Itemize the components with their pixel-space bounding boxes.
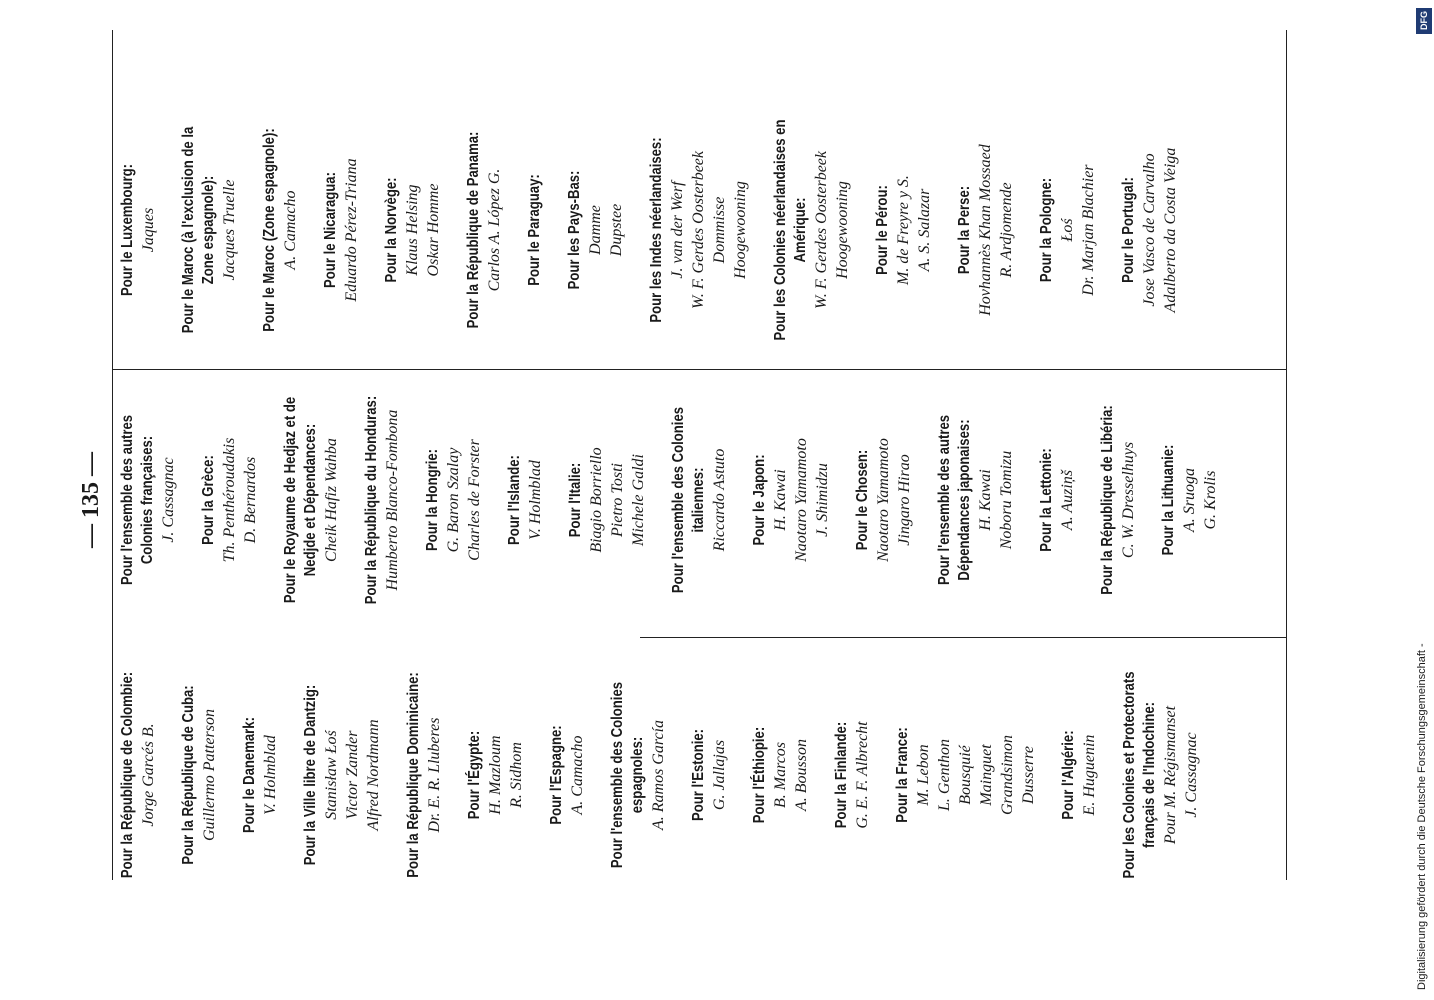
signatory-name: D. Bernardos bbox=[242, 456, 259, 544]
signature-block bbox=[1119, 95, 1181, 365]
country-heading: Pour la Grèce: bbox=[200, 455, 217, 545]
signatory-name: W. F. Gerdes Oosterbeek bbox=[690, 150, 707, 310]
signature-block bbox=[566, 365, 649, 635]
signatory-name: H. Kawai bbox=[772, 469, 789, 531]
signature-block bbox=[853, 365, 915, 635]
country-heading: Pour l'Éthiopie: bbox=[751, 726, 768, 824]
dfg-logo: DFG bbox=[1416, 8, 1432, 34]
signatory-name: R. Sidhom bbox=[508, 742, 525, 808]
signatory-name: J. Cassagnac bbox=[1183, 732, 1200, 818]
country-heading: Pour la Perse: bbox=[956, 185, 973, 275]
country-heading: Pour le Chosen: bbox=[854, 449, 871, 551]
signatory-name: A. Camacho bbox=[569, 735, 586, 815]
signatory-name: Dusserre bbox=[1020, 745, 1037, 805]
signatory-name: Grandsimon bbox=[999, 735, 1016, 816]
signature-block bbox=[525, 95, 545, 365]
country-heading: Pour la Finlande: bbox=[833, 721, 850, 829]
signatory-name: Dr. Marjan Blachier bbox=[1080, 164, 1097, 296]
signatory-name: Hoogewooning bbox=[732, 181, 749, 279]
country-heading: Pour le Danemark: bbox=[241, 717, 258, 833]
signature-block bbox=[893, 640, 1039, 910]
country-heading: Pour la Lettonie: bbox=[1038, 448, 1055, 552]
country-heading: Pour les Colonies et Protectorats français de l'Indochine: bbox=[1121, 671, 1158, 879]
country-heading: Pour le Portugal: bbox=[1120, 177, 1137, 283]
country-heading: Pour l'Estonie: bbox=[690, 728, 707, 822]
signature-block bbox=[1159, 365, 1221, 635]
column-left bbox=[118, 640, 1222, 910]
signatory-name: Dommisse bbox=[711, 196, 728, 264]
signatory-name: E. Huguenin bbox=[1081, 734, 1098, 816]
top-rule bbox=[112, 30, 113, 880]
signatory-name: J. van der Werf bbox=[669, 181, 686, 279]
country-heading: Pour les Colonies néerlandaises en Amérique: bbox=[772, 119, 809, 341]
signature-block bbox=[465, 640, 527, 910]
digitization-credit: Digitalisierung gefördert durch die Deutsche Forschungsgemeinschaft - bbox=[1416, 643, 1428, 990]
signatory-name: Th. Penthéroudakis bbox=[221, 437, 238, 563]
signatory-name: Mainguet bbox=[978, 744, 995, 806]
signature-block bbox=[404, 640, 445, 910]
signatory-name: G. Jallajas bbox=[711, 739, 728, 811]
country-heading: Pour la République de Panama: bbox=[465, 131, 482, 329]
country-heading: Pour la République Dominicaine: bbox=[405, 672, 422, 878]
signatory-name: Oskar Homme bbox=[425, 183, 442, 277]
country-heading: Pour l'ensemble des Colonies italiennes: bbox=[670, 406, 707, 594]
signatory-name: Humberto Blanco-Fombona bbox=[384, 409, 401, 591]
country-heading: Pour la France: bbox=[894, 727, 911, 823]
country-heading: Pour la République de Cuba: bbox=[180, 685, 197, 865]
country-heading: Pour l'Égypte: bbox=[466, 730, 483, 820]
signatory-name: Pour M. Régismanset bbox=[1162, 705, 1179, 845]
signatory-name: Charles de Forster bbox=[466, 439, 483, 561]
country-heading: Pour la République du Honduras: bbox=[363, 395, 380, 605]
signatory-name: Carlos A. López G. bbox=[486, 168, 503, 292]
signatory-name: C. W. Dresselhuys bbox=[1120, 441, 1137, 559]
signatory-name: A. Sruoga bbox=[1181, 468, 1198, 532]
signatory-name: Naotaro Yamamoto bbox=[875, 438, 892, 562]
signature-block bbox=[689, 640, 730, 910]
signature-block bbox=[301, 640, 384, 910]
signatory-name: Guillermo Patterson bbox=[201, 709, 218, 841]
signatory-name: M. de Freyre y S. bbox=[895, 175, 912, 285]
signature-block bbox=[321, 95, 362, 365]
signatory-name: Riccardo Astuto bbox=[711, 448, 728, 552]
signatory-name: Pietro Tosti bbox=[609, 463, 626, 537]
signatory-name: Łoś bbox=[1059, 218, 1076, 242]
signatory-name: G. Krolis bbox=[1202, 470, 1219, 530]
signatory-name: A. S. Salazar bbox=[916, 188, 933, 272]
country-heading: Pour l'Espagne: bbox=[548, 725, 565, 825]
signature-block bbox=[118, 365, 179, 635]
signatory-name: M. Lebon bbox=[915, 744, 932, 806]
country-heading: Pour le Pérou: bbox=[874, 185, 891, 275]
signature-block bbox=[771, 95, 853, 365]
signatory-name: B. Marcos bbox=[772, 741, 789, 809]
signatory-name: A. Bousson bbox=[793, 739, 810, 811]
country-heading: Pour la République de Colombie: bbox=[119, 671, 136, 879]
signature-block bbox=[1037, 365, 1078, 635]
signatory-name: Dr. E. R. Lluberes bbox=[426, 717, 443, 833]
signature-block bbox=[179, 95, 240, 365]
country-heading: Pour la Ville libre de Dantzig: bbox=[302, 684, 319, 866]
signature-block bbox=[260, 95, 301, 365]
signatory-name: Cheik Hafiz Wahba bbox=[323, 438, 340, 562]
signatory-name: Bousquié bbox=[957, 745, 974, 805]
column-middle bbox=[118, 365, 1241, 635]
country-heading: Pour le Nicaragua: bbox=[322, 172, 339, 288]
signatory-name: Jaques bbox=[140, 207, 157, 253]
signature-block bbox=[608, 640, 669, 910]
signatory-name: V. Holmblad bbox=[262, 735, 279, 815]
signature-block bbox=[118, 640, 159, 910]
signature-block bbox=[750, 365, 833, 635]
country-heading: Pour l'ensemble des autres Colonies françaises: bbox=[119, 414, 156, 586]
signatory-name: Klaus Helsing bbox=[404, 184, 421, 276]
bottom-rule bbox=[1286, 30, 1287, 880]
signatory-name: Jose Vasco de Carvalho bbox=[1141, 153, 1158, 307]
signature-block bbox=[873, 95, 935, 365]
signature-block bbox=[118, 95, 159, 365]
country-heading: Pour l'Islande: bbox=[506, 455, 523, 545]
signature-block bbox=[547, 640, 588, 910]
signatory-name: A. Camacho bbox=[282, 190, 299, 270]
signature-block bbox=[464, 95, 505, 365]
signatory-name: Adalberto da Costa Veiga bbox=[1162, 147, 1179, 313]
country-heading: Pour les Indes néerlandaises: bbox=[648, 137, 665, 323]
signature-block bbox=[1120, 640, 1202, 910]
signature-block bbox=[1037, 95, 1099, 365]
country-heading: Pour l'ensemble des Colonies espagnoles: bbox=[609, 681, 646, 869]
country-heading: Pour le Paraguay: bbox=[526, 174, 543, 286]
signature-block bbox=[1059, 640, 1100, 910]
country-heading: Pour la Hongrie: bbox=[424, 448, 441, 552]
signatory-name: Jorge Garcés B. bbox=[140, 723, 157, 827]
signatory-name: Hovhannès Khan Mossaed bbox=[977, 144, 994, 316]
signatory-name: G. Baron Szalay bbox=[445, 447, 462, 553]
signature-block bbox=[669, 365, 730, 635]
signature-block bbox=[565, 95, 627, 365]
signatory-name: Hoogewooning bbox=[834, 181, 851, 279]
signatory-name: V. Holmblad bbox=[527, 460, 544, 540]
signatory-name: L. Genthon bbox=[936, 739, 953, 811]
country-heading: Pour la Pologne: bbox=[1038, 177, 1055, 283]
country-heading: Pour la Lithuanie: bbox=[1160, 444, 1177, 556]
country-heading: Pour l'Italie: bbox=[567, 462, 584, 538]
country-heading: Pour l'ensemble des autres Dépendances japonaises: bbox=[936, 414, 973, 586]
signature-block bbox=[955, 95, 1017, 365]
signature-block bbox=[199, 365, 261, 635]
signature-block bbox=[832, 640, 873, 910]
country-heading: Pour le Maroc (à l'exclusion de la Zone espagnole): bbox=[180, 126, 217, 334]
signatory-name: J. Shimidzu bbox=[814, 463, 831, 537]
signatory-name: H. Mazloum bbox=[487, 735, 504, 815]
signatory-name: A. Ramos García bbox=[650, 719, 667, 831]
country-heading: Pour le Luxembourg: bbox=[119, 164, 136, 296]
signatory-name: Jacques Truelle bbox=[221, 179, 238, 281]
signatory-name: J. Cassagnac bbox=[160, 457, 177, 543]
signature-block bbox=[382, 95, 444, 365]
signature-block bbox=[179, 640, 220, 910]
signature-block bbox=[505, 365, 546, 635]
column-right bbox=[118, 95, 1201, 365]
signatory-name: Jingaro Hirao bbox=[896, 454, 913, 546]
signatory-name: R. Ardjomende bbox=[998, 182, 1015, 278]
signature-block bbox=[240, 640, 281, 910]
country-heading: Pour la République de Libéria: bbox=[1099, 405, 1116, 595]
country-heading: Pour le Japon: bbox=[751, 454, 768, 546]
signatory-name: W. F. Gerdes Oosterbeek bbox=[813, 150, 830, 310]
signatory-name: Stanisław Łoś bbox=[323, 730, 340, 820]
signatory-name: G. E. F. Albrecht bbox=[854, 721, 871, 829]
signatory-name: Noboru Tomizu bbox=[998, 450, 1015, 550]
signatory-name: Damme bbox=[587, 205, 604, 255]
column-divider-left bbox=[640, 637, 1286, 638]
signature-block bbox=[423, 365, 485, 635]
signatory-name: Michele Galdi bbox=[630, 454, 647, 546]
signatory-name: Alfred Nordmann bbox=[365, 719, 382, 831]
signatory-name: A. Auziņš bbox=[1059, 469, 1076, 531]
country-heading: Pour les Pays-Bas: bbox=[566, 170, 583, 290]
signatory-name: Naotaro Yamamoto bbox=[793, 438, 810, 562]
signature-block bbox=[647, 95, 751, 365]
country-heading: Pour la Norvège: bbox=[383, 177, 400, 283]
signature-block bbox=[750, 640, 812, 910]
signatory-name: Dupstee bbox=[608, 203, 625, 257]
signatory-name: Victor Zander bbox=[344, 730, 361, 820]
signatory-name: Eduardo Pérez-Triana bbox=[343, 158, 360, 302]
country-heading: Pour le Maroc (Zone espagnole): bbox=[261, 128, 278, 332]
signature-block bbox=[935, 365, 1017, 635]
signatory-name: Biagio Borriello bbox=[588, 447, 605, 553]
page-number: — 135 — bbox=[78, 452, 104, 548]
country-heading: Pour l'Algérie: bbox=[1060, 730, 1077, 820]
signatory-name: H. Kawai bbox=[977, 469, 994, 531]
signature-block bbox=[1098, 365, 1139, 635]
country-heading: Pour le Royaume de Hedjaz et de Nedjde et Dépendances: bbox=[282, 396, 319, 604]
signature-block bbox=[281, 365, 342, 635]
signature-block bbox=[362, 365, 403, 635]
